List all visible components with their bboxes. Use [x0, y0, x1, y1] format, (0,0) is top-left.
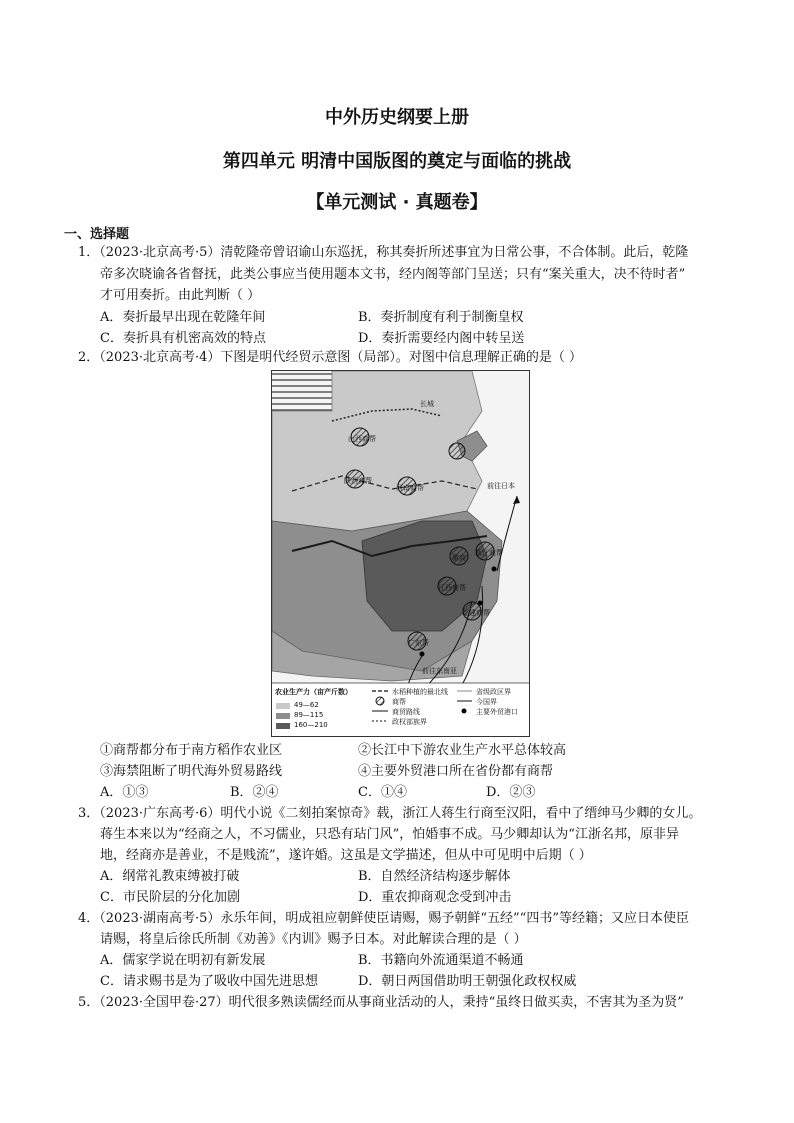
q1-stem-line-1: 1．（2023·北京高考·5）清乾隆帝曾诏谕山东巡抚，称其奏折所述事宜为日常公事，不合体制。此后，乾隆: [78, 245, 689, 260]
label-great-wall: 长城: [420, 400, 434, 408]
legend-merchant: 商帮: [392, 698, 406, 706]
q1-option-d[interactable]: D．奏折需要经内阁中转呈送: [358, 331, 525, 346]
q1-option-c[interactable]: C．奏折具有机密高效的特点: [100, 331, 266, 346]
q2-option-b[interactable]: B．②④: [230, 785, 279, 800]
q1-option-b[interactable]: B．奏折制度有利于制衡皇权: [358, 310, 524, 325]
q4-stem-line-2: 请赐，将皇后徐氏所制《劝善》《内训》赐予日本。对此解读合理的是（ ）: [100, 932, 527, 947]
label-shaanxi: 陕西商帮: [344, 477, 372, 485]
legend-range-high: 160—210: [294, 721, 328, 729]
merchant-shandong-icon: [449, 443, 465, 459]
q3-stem-line-2: 蒋生本来以为“经商之人，不习儒业，只恐有玷门风”，怕婚事不成。马少卿却认为“江浙名邦，原非异: [100, 827, 679, 842]
q2-stem-line-1: 2．（2023·北京高考·4）下图是明代经贸示意图（局部）。对图中信息理解正确的是（ ）: [78, 350, 583, 365]
legend-range-low: 49—62: [294, 701, 319, 709]
q2-statement-4: ④主要外贸港口所在省份都有商帮: [358, 764, 554, 779]
label-to-japan: 前往日本: [487, 482, 515, 490]
q2-statement-1: ①商帮都分布于南方稻作农业区: [100, 743, 283, 758]
q1-stem-line-3: 才可用奏折。由此判断（ ）: [100, 288, 261, 303]
q2-option-a[interactable]: A．①③: [100, 785, 149, 800]
ming-trade-map: [271, 370, 530, 737]
q2-statement-3: ③海禁阻断了明代海外贸易路线: [100, 764, 283, 779]
northern-hatched-area: [272, 371, 332, 411]
label-jiangxi: 江西商帮: [438, 584, 466, 592]
label-zhejiang: 浙江商帮: [475, 549, 503, 557]
legend-title: 农业生产力（亩产斤数）: [275, 688, 352, 696]
port-guangzhou-icon: [420, 652, 425, 657]
q2-statement-2: ②长江中下游农业生产水平总体较高: [358, 743, 567, 758]
document-title: 中外历史纲要上册: [325, 107, 469, 128]
q4-option-c[interactable]: C．请求赐书是为了吸收中国先进思想: [100, 974, 318, 989]
port-ningbo-icon: [492, 567, 497, 572]
legend-province-border: 省级政区界: [476, 688, 511, 696]
label-henan: 河南商帮: [396, 484, 424, 492]
test-type-tag: 【单元测试 · 真题卷】: [306, 192, 488, 213]
section-heading: 一、选择题: [64, 227, 130, 242]
q3-option-c[interactable]: C．市民阶层的分化加剧: [100, 890, 240, 905]
q3-stem-line-1: 3．（2023·广东高考·6）明代小说《二刻拍案惊奇》载，浙江人蒋生行商至汉阳，看中了缙绅马少卿的女儿。: [78, 806, 702, 821]
q4-stem-line-1: 4．（2023·湖南高考·5）永乐年间，明成祖应朝鲜使臣请赐，赐予朝鲜“五经”“四书”等经籍；又应日本使臣: [78, 911, 689, 926]
legend-range-mid: 89—115: [294, 711, 324, 719]
unit-title: 第四单元 明清中国版图的奠定与面临的挑战: [222, 151, 572, 172]
legend-port: 主要外贸港口: [476, 708, 518, 716]
label-to-southeast-asia: 前往东南亚: [422, 667, 457, 675]
q2-option-d[interactable]: D．②③: [486, 785, 536, 800]
label-fujian: 福建商帮: [462, 609, 490, 617]
q1-option-a[interactable]: A．奏折最早出现在乾隆年间: [100, 310, 266, 325]
q1-stem-line-2: 帝多次晓谕各省督抚，此类公事应当使用题本文书，经内阁等部门呈送；只有“案关重大，决不待时者”: [100, 267, 686, 282]
q3-option-a[interactable]: A．纲常礼教束缚被打破: [100, 869, 240, 884]
legend-national-border: 今国界: [476, 698, 497, 706]
legend-swatch-high: [276, 723, 290, 729]
legend-regime-border: 政权部族界: [392, 718, 427, 726]
legend-route: 商贸路线: [392, 708, 420, 716]
q3-option-b[interactable]: B．自然经济结构逐步解体: [358, 869, 511, 884]
label-huizhou: 徽商: [452, 554, 466, 562]
legend-swatch-mid: [276, 713, 290, 719]
label-guangdong: 广东帮: [408, 639, 429, 647]
legend-rice-line: 水稻种植的最北线: [392, 688, 448, 696]
legend-swatch-low: [276, 703, 290, 709]
q2-option-c[interactable]: C．①④: [358, 785, 407, 800]
q5-stem-line-1: 5．（2023·全国甲卷·27）明代很多熟读儒经而从事商业活动的人，秉持“虽终日做买卖，不害其为圣为贤”: [78, 995, 684, 1010]
q4-option-d[interactable]: D．朝日两国借助明王朝强化政权权威: [358, 974, 577, 989]
label-shanxi: 山西商帮: [348, 435, 376, 443]
q3-option-d[interactable]: D．重农抑商观念受到冲击: [358, 890, 512, 905]
q4-option-b[interactable]: B．书籍向外流通渠道不畅通: [358, 953, 524, 968]
q3-stem-line-3: 地，经商亦是善业，不是贱流”，遂许婚。这虽是文学描述，但从中可见明中后期（ ）: [100, 848, 592, 863]
q4-option-a[interactable]: A．儒家学说在明初有新发展: [100, 953, 266, 968]
port-quanzhou-icon: [478, 601, 483, 606]
